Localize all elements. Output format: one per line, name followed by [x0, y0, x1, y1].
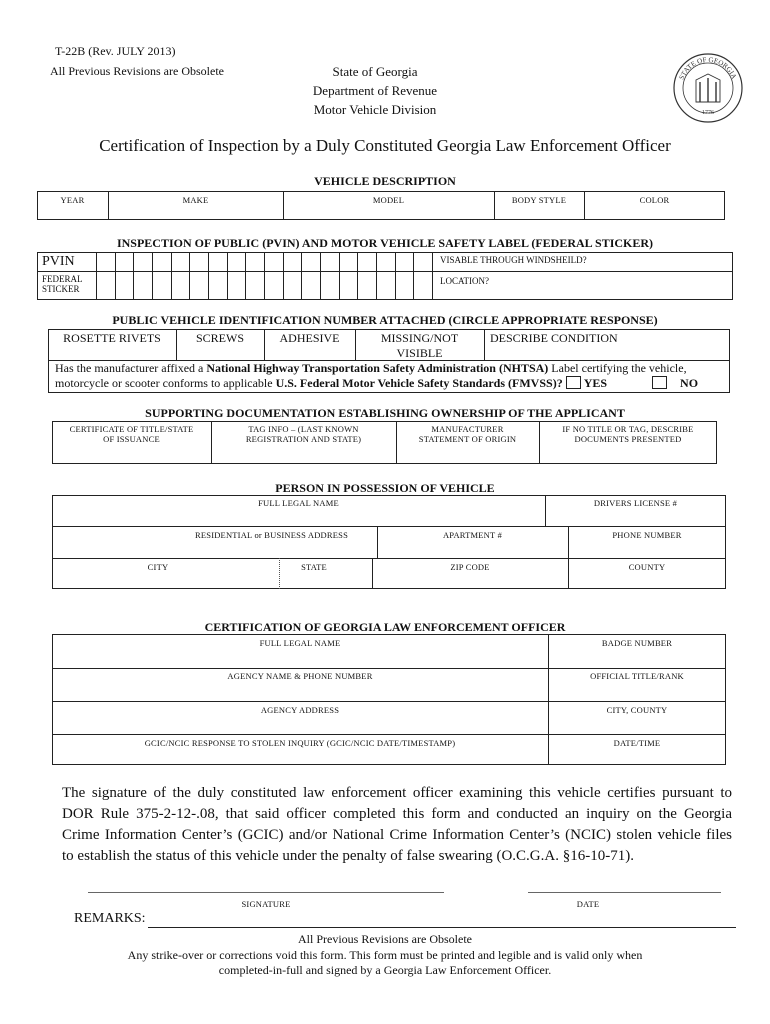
option-rosette-rivets[interactable]: ROSETTE RIVETS — [63, 331, 161, 345]
pvin-cell-divider — [264, 252, 265, 300]
pvin-cell-divider — [208, 252, 209, 300]
col-color: COLOR — [639, 195, 670, 205]
possession-license: DRIVERS LICENSE # — [593, 498, 678, 508]
agency-line-2: Department of Revenue — [312, 83, 438, 98]
remarks-line[interactable] — [148, 927, 736, 928]
federal-label: FEDERAL STICKER — [42, 274, 83, 294]
inspection-heading: INSPECTION OF PUBLIC (PVIN) AND MOTOR VEHICLE SAFETY LABEL (FEDERAL STICKER) — [116, 236, 654, 250]
pvin-cell-divider — [115, 252, 116, 300]
option-describe-condition[interactable]: DESCRIBE CONDITION — [490, 331, 618, 345]
nhtsa-question: Has the manufacturer affixed a National Highway Transportation Safety Administration (NHTSA) Label certifying the vehicle, motorcycle or scooter conforms to applicable U.S. Federal Motor Vehicle Safety Standards (FMVSS)? YES NO — [55, 361, 699, 390]
revision-note: All Previous Revisions are Obsolete — [50, 64, 224, 78]
pvin-cell-divider — [189, 252, 190, 300]
pvin-cell-divider — [395, 252, 396, 300]
possession-heading: PERSON IN POSSESSION OF VEHICLE — [275, 481, 495, 495]
possession-county: COUNTY — [628, 562, 666, 572]
officer-heading: CERTIFICATION OF GEORGIA LAW ENFORCEMENT OFFICER — [204, 620, 566, 634]
officer-city-county: CITY, COUNTY — [606, 705, 668, 715]
no-checkbox[interactable] — [652, 376, 667, 389]
yes-checkbox[interactable] — [566, 376, 581, 389]
vehicle-description-heading: VEHICLE DESCRIPTION — [314, 174, 456, 188]
signature-label: SIGNATURE — [241, 899, 291, 909]
possession-apartment: APARTMENT # — [442, 530, 503, 540]
officer-agency-address: AGENCY ADDRESS — [260, 705, 340, 715]
option-screws[interactable]: SCREWS — [195, 331, 244, 345]
certification-statement: The signature of the duly constituted law enforcement officer examining this vehicle certifies pursuant to DOR Rule 375-2-12-.08, that said officer completed this form and conducted an inquiry on the Georgia Crime Information Center’s (GCIC) and/or National Crime Information Center’s (NCIC) stolen vehicle files to establish the status of this vehicle under the penalty of false swearing (O.C.G.A. §16-10-71). — [62, 785, 732, 864]
option-adhesive[interactable]: ADHESIVE — [279, 331, 340, 345]
officer-datetime: DATE/TIME — [613, 738, 661, 748]
pvin-cell-divider — [171, 252, 172, 300]
agency-line-3: Motor Vehicle Division — [313, 102, 437, 117]
possession-table — [52, 495, 726, 589]
col-make: MAKE — [182, 195, 209, 205]
pvin-cell-divider — [133, 252, 134, 300]
possession-phone: PHONE NUMBER — [612, 530, 682, 540]
officer-gcic: GCIC/NCIC RESPONSE TO STOLEN INQUIRY (GCIC/NCIC DATE/TIMESTAMP) — [144, 738, 456, 748]
col-certificate-title: CERTIFICATE OF TITLE/STATE OF ISSUANCE — [69, 424, 194, 444]
seal-text: STATE OF GEORGIA — [677, 55, 739, 81]
no-label: NO — [680, 376, 699, 390]
inspection-table — [37, 252, 733, 300]
form-number: T-22B (Rev. JULY 2013) — [55, 44, 176, 58]
pvin-cell-divider — [245, 252, 246, 300]
officer-full-name: FULL LEGAL NAME — [259, 638, 341, 648]
agency-line-1: State of Georgia — [332, 64, 418, 79]
officer-agency: AGENCY NAME & PHONE NUMBER — [227, 671, 373, 681]
pvin-cell-divider — [301, 252, 302, 300]
col-model: MODEL — [372, 195, 405, 205]
pvin-cell-divider — [283, 252, 284, 300]
seal-year: 1776 — [702, 110, 714, 116]
pvin-cell-divider — [227, 252, 228, 300]
pvin-label: PVIN — [42, 254, 75, 269]
pvin-cell-divider — [339, 252, 340, 300]
possession-state: STATE — [301, 562, 327, 572]
possession-zip: ZIP CODE — [450, 562, 490, 572]
pvin-cell-divider — [413, 252, 414, 300]
pvin-cell-divider — [320, 252, 321, 300]
pvin-cell-divider — [376, 252, 377, 300]
date-line[interactable] — [528, 892, 721, 893]
pvin-cell-divider — [357, 252, 358, 300]
col-tag-info: TAG INFO – (LAST KNOWN REGISTRATION AND STATE) — [245, 424, 362, 444]
remarks-label: REMARKS: — [74, 911, 146, 926]
pvin-attached-heading: PUBLIC VEHICLE IDENTIFICATION NUMBER ATTACHED (CIRCLE APPROPRIATE RESPONSE) — [112, 313, 658, 327]
possession-city: CITY — [147, 562, 169, 572]
col-no-title: IF NO TITLE OR TAG, DESCRIBE DOCUMENTS PRESENTED — [562, 424, 694, 444]
col-manufacturer: MANUFACTURER STATEMENT OF ORIGIN — [418, 424, 517, 444]
date-label: DATE — [576, 899, 600, 909]
location-label: LOCATION? — [440, 276, 489, 286]
col-year: YEAR — [60, 195, 85, 205]
signature-line[interactable] — [88, 892, 444, 893]
supporting-docs-heading: SUPPORTING DOCUMENTATION ESTABLISHING OWNERSHIP OF THE APPLICANT — [145, 406, 625, 420]
footer-line-1: Any strike-over or corrections void this form. This form must be printed and legible and is valid only when — [127, 948, 643, 962]
pvin-cell-divider — [152, 252, 153, 300]
officer-title: OFFICIAL TITLE/RANK — [590, 671, 684, 681]
svg-text:STATE OF GEORGIA — [678, 56, 739, 81]
officer-badge: BADGE NUMBER — [601, 638, 673, 648]
page-title: Certification of Inspection by a Duly Constituted Georgia Law Enforcement Officer — [99, 136, 671, 155]
possession-address: RESIDENTIAL or BUSINESS ADDRESS — [195, 530, 348, 540]
yes-label: YES — [583, 376, 608, 390]
visible-windshield-label: VISABLE THROUGH WINDSHEILD? — [440, 255, 587, 265]
option-missing-not-visible[interactable]: MISSING/NOT VISIBLE — [380, 331, 459, 360]
footer-revision: All Previous Revisions are Obsolete — [298, 932, 472, 946]
possession-full-name: FULL LEGAL NAME — [258, 498, 339, 508]
footer-line-2: completed-in-full and signed by a Georgia Law Enforcement Officer. — [218, 963, 552, 977]
col-body-style: BODY STYLE — [511, 195, 567, 205]
georgia-seal — [672, 52, 744, 124]
